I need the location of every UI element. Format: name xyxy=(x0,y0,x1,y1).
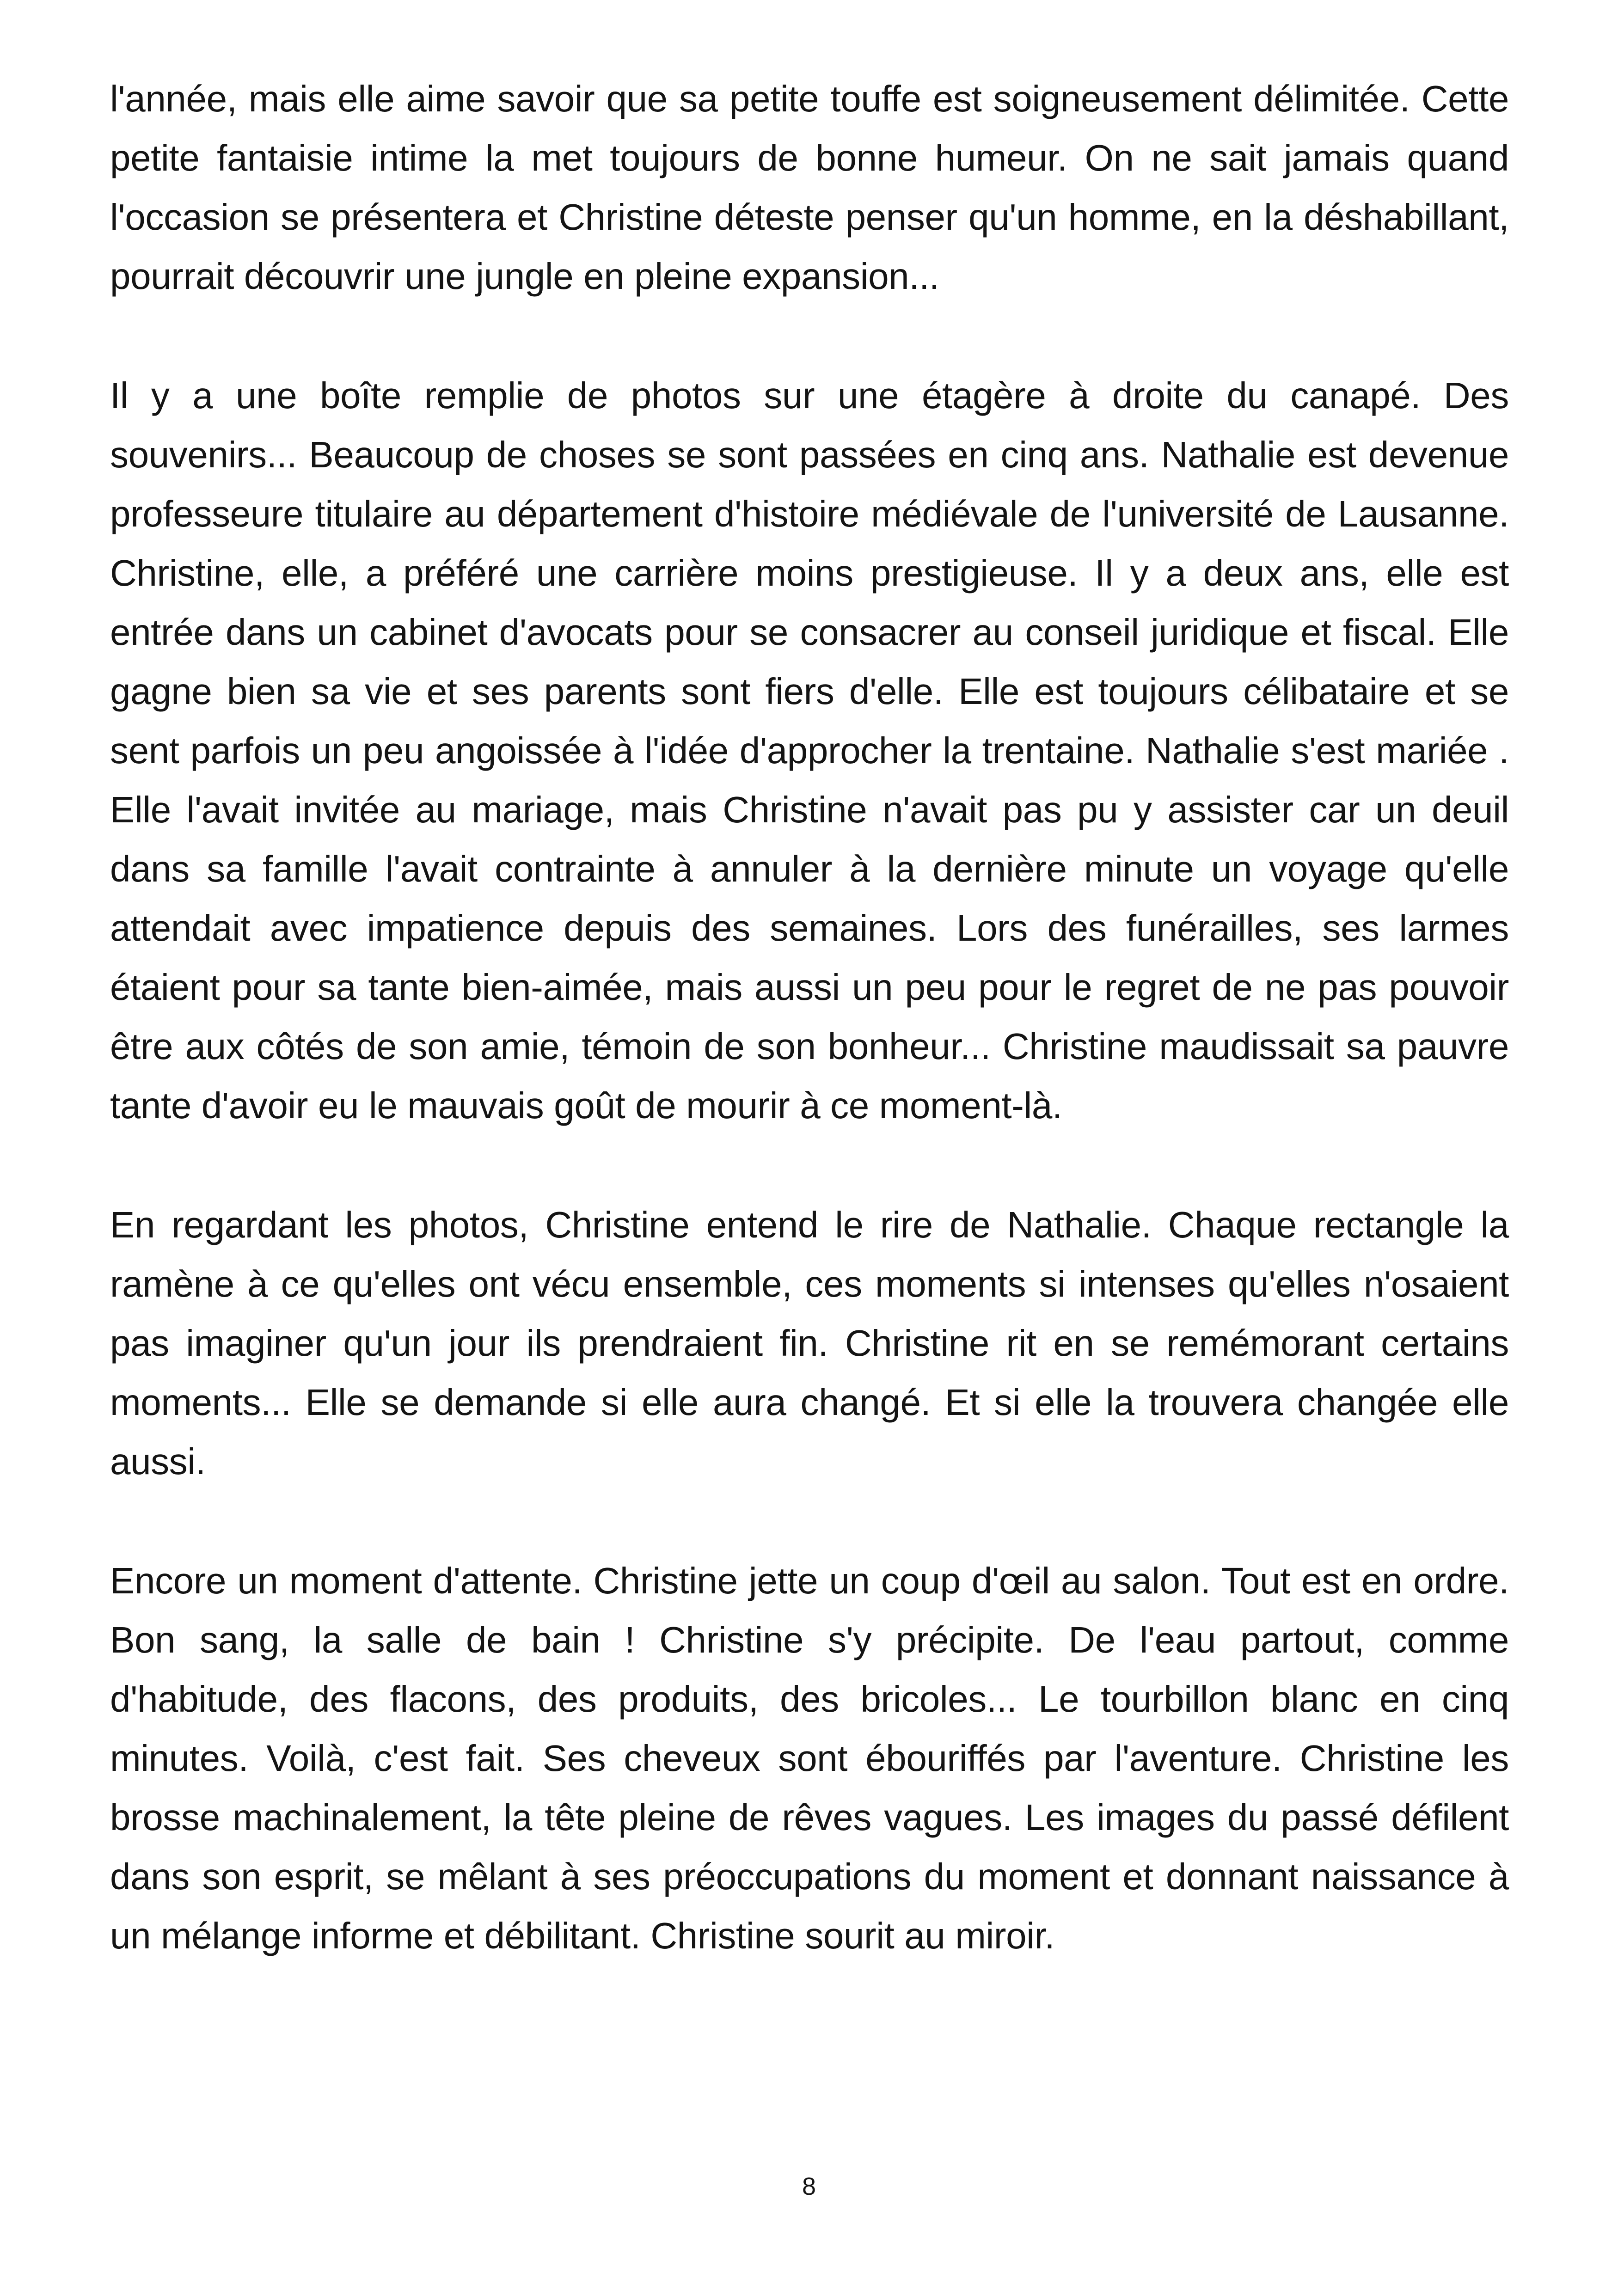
page-number: 8 xyxy=(802,2173,816,2200)
paragraph: Il y a une boîte remplie de photos sur une étagère à droite du canapé. Des souvenirs... Beaucoup de choses se sont passées en cinq ans. Nathalie est devenue professeure titulaire au département d'histoire médiévale de l'université de Lausanne. Christine, elle, a préféré une carrière moins prestigieuse. Il y a deux ans, elle est entrée dans un cabinet d'avocats pour se consacrer au conseil juridique et fiscal. Elle gagne bien sa vie et ses parents sont fiers d'elle. Elle est toujours célibataire et se sent parfois un peu angoissée à l'idée d'approcher la trentaine. Nathalie s'est mariée . Elle l'avait invitée au mariage, mais Christine n'avait pas pu y assister car un deuil dans sa famille l'avait contrainte à annuler à la dernière minute un voyage qu'elle attendait avec impatience depuis des semaines. Lors des funérailles, ses larmes étaient pour sa tante bien-aimée, mais aussi un peu pour le regret de ne pas pouvoir être aux côtés de son amie, témoin de son bonheur... Christine maudissait sa pauvre tante d'avoir eu le mauvais goût de mourir à ce moment-là. xyxy=(110,375,1509,1126)
paragraph: Encore un moment d'attente. Christine jette un coup d'œil au salon. Tout est en ordre. Bon sang, la salle de bain ! Christine s'y précipite. De l'eau partout, comme d'habitude, des flacons, des produits, des bricoles... Le tourbillon blanc en cinq minutes. Voilà, c'est fait. Ses cheveux sont ébouriffés par l'aventure. Christine les brosse machinalement, la tête pleine de rêves vagues. Les images du passé défilent dans son esprit, se mêlant à ses préoccupations du moment et donnant naissance à un mélange informe et débilitant. Christine sourit au miroir. xyxy=(110,1560,1509,1956)
body-text xyxy=(110,69,1509,2026)
paragraph: En regardant les photos, Christine entend le rire de Nathalie. Chaque rectangle la ramène à ce qu'elles ont vécu ensemble, ces moments si intenses qu'elles n'osaient pas imaginer qu'un jour ils prendraient fin. Christine rit en se remémorant certains moments... Elle se demande si elle aura changé. Et si elle la trouvera changée elle aussi. xyxy=(110,1204,1509,1482)
paragraph: l'année, mais elle aime savoir que sa petite touffe est soigneusement délimitée. Cette petite fantaisie intime la met toujours de bonne humeur. On ne sait jamais quand l'occasion se présentera et Christine déteste penser qu'un homme, en la déshabillant, pourrait découvrir une jungle en pleine expansion... xyxy=(110,78,1509,297)
